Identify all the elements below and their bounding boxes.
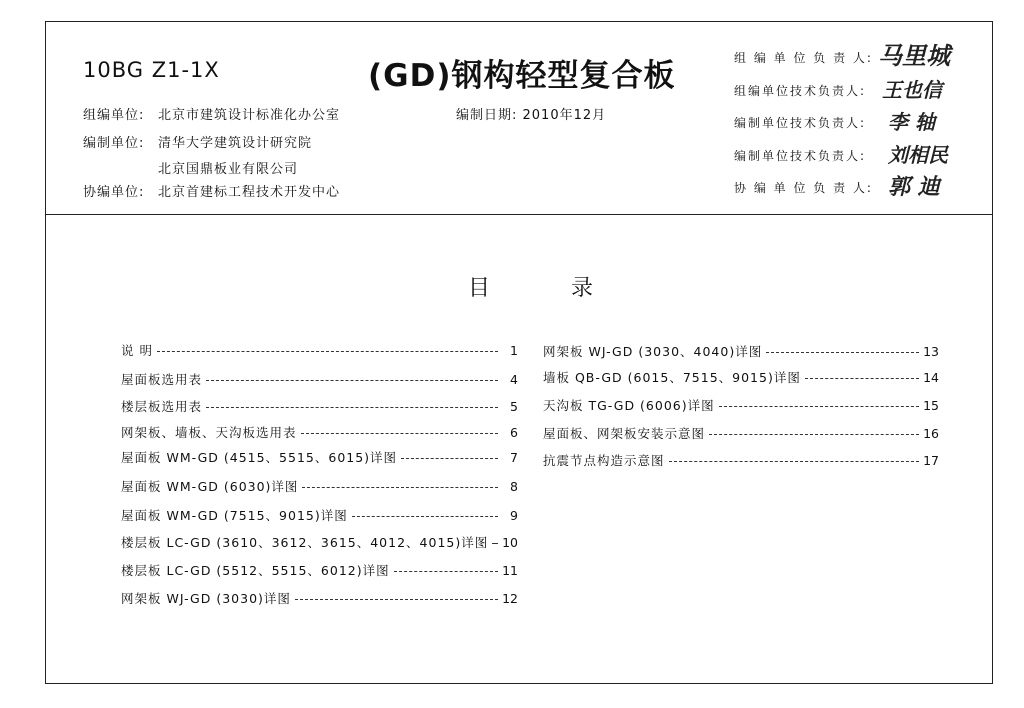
toc-item-title: 屋面板 WM-GD (7515、9015)详图 <box>121 508 348 523</box>
leader-dashes <box>492 543 498 544</box>
drawing-frame <box>45 21 993 684</box>
toc-item[interactable] <box>121 449 518 465</box>
leader-dashes <box>394 571 498 572</box>
toc-item-title: 抗震节点构造示意图 <box>543 453 665 468</box>
toc-item-page: 9 <box>510 507 518 523</box>
toc-item-title: 网架板、墙板、天沟板选用表 <box>121 425 297 440</box>
signature: 郭 迪 <box>888 174 940 200</box>
toc-item-title: 楼层板 LC-GD (5512、5515、6012)详图 <box>121 563 390 578</box>
signature: 王也信 <box>882 78 942 102</box>
toc-item-page: 1 <box>510 342 518 358</box>
org-row-organizer <box>83 104 340 123</box>
toc-item[interactable] <box>543 369 939 385</box>
toc-item-title: 天沟板 TG-GD (6006)详图 <box>543 398 715 413</box>
toc-item-title: 屋面板 WM-GD (6030)详图 <box>121 479 299 494</box>
toc-item-title: 楼层板 LC-GD (3610、3612、3615、4012、4015)详图 <box>121 535 489 550</box>
toc-item-title: 网架板 WJ-GD (3030、4040)详图 <box>543 344 763 359</box>
toc-item-page: 17 <box>923 452 939 468</box>
toc-item-title: 网架板 WJ-GD (3030)详图 <box>121 591 291 606</box>
org-label: 编制单位: <box>83 136 145 151</box>
toc-item-page: 8 <box>510 478 518 494</box>
toc-item[interactable] <box>543 343 939 359</box>
toc-item-page: 14 <box>923 369 939 385</box>
toc-item-title: 楼层板选用表 <box>121 399 203 414</box>
toc-item-page: 4 <box>510 371 518 387</box>
responsible-role: 编制单位技术负责人: <box>734 149 867 163</box>
leader-dashes <box>669 461 919 462</box>
atlas-title: (GD)钢构轻型复合板 <box>368 58 676 94</box>
toc-item-page: 5 <box>510 398 518 414</box>
leader-dashes <box>206 407 498 408</box>
org-value: 北京国鼎板业有限公司 <box>158 162 299 177</box>
leader-dashes <box>157 351 498 352</box>
signature: 刘相民 <box>888 143 948 167</box>
leader-dashes <box>295 599 498 600</box>
toc-item-page: 10 <box>502 534 518 550</box>
toc-item[interactable] <box>543 452 939 468</box>
responsible-role: 组编单位技术负责人: <box>734 84 867 98</box>
org-value: 清华大学建筑设计研究院 <box>158 136 313 151</box>
toc-item-page: 16 <box>923 425 939 441</box>
signature: 马里城 <box>878 41 950 70</box>
toc-item[interactable] <box>121 534 518 550</box>
toc-item-page: 7 <box>510 449 518 465</box>
toc-item[interactable] <box>121 562 518 578</box>
leader-dashes <box>401 458 498 459</box>
leader-dashes <box>766 352 919 353</box>
toc-item-title: 屋面板 WM-GD (4515、5515、6015)详图 <box>121 450 398 465</box>
atlas-code: 10BG Z1-1X <box>83 58 220 82</box>
toc-title-right: 录 <box>571 276 595 301</box>
toc-item[interactable] <box>121 590 518 606</box>
toc-item-page: 15 <box>923 397 939 413</box>
toc-item[interactable] <box>121 398 518 414</box>
responsible-role: 编制单位技术负责人: <box>734 116 867 130</box>
responsible-role: 组 编 单 位 负 责 人: <box>734 51 873 65</box>
org-label: 组编单位: <box>83 108 145 123</box>
toc-item-title: 屋面板、网架板安装示意图 <box>543 426 706 441</box>
toc-item-page: 12 <box>502 590 518 606</box>
toc-title-left: 目 <box>468 276 492 301</box>
toc-item-title: 说 明 <box>121 343 153 358</box>
leader-dashes <box>302 487 498 488</box>
responsible-role: 协 编 单 位 负 责 人: <box>734 181 873 195</box>
leader-dashes <box>352 516 498 517</box>
toc-item[interactable] <box>121 507 518 523</box>
toc-title <box>468 271 594 302</box>
leader-dashes <box>719 406 919 407</box>
toc-item-title: 墙板 QB-GD (6015、7515、9015)详图 <box>543 370 801 385</box>
org-value: 北京首建标工程技术开发中心 <box>158 185 341 200</box>
title-block <box>46 22 992 215</box>
compile-date: 编制日期: 2010年12月 <box>456 108 607 123</box>
toc-item-title: 屋面板选用表 <box>121 372 203 387</box>
org-row-co-compiler <box>83 181 340 200</box>
toc-item[interactable] <box>121 342 518 358</box>
leader-dashes <box>301 433 498 434</box>
leader-dashes <box>805 378 919 379</box>
org-row-compiler <box>83 132 312 151</box>
toc-item[interactable] <box>121 478 518 494</box>
org-label: 协编单位: <box>83 185 145 200</box>
toc-item[interactable] <box>543 397 939 413</box>
leader-dashes <box>206 380 498 381</box>
toc-item[interactable] <box>121 371 518 387</box>
toc-item-page: 11 <box>502 562 518 578</box>
org-row-compiler-2 <box>83 158 298 177</box>
org-value: 北京市建筑设计标准化办公室 <box>158 108 341 123</box>
toc-item[interactable] <box>121 424 518 440</box>
leader-dashes <box>709 434 919 435</box>
signature: 李 轴 <box>888 110 935 134</box>
toc-item[interactable] <box>543 425 939 441</box>
toc-item-page: 13 <box>923 343 939 359</box>
toc-item-page: 6 <box>510 424 518 440</box>
